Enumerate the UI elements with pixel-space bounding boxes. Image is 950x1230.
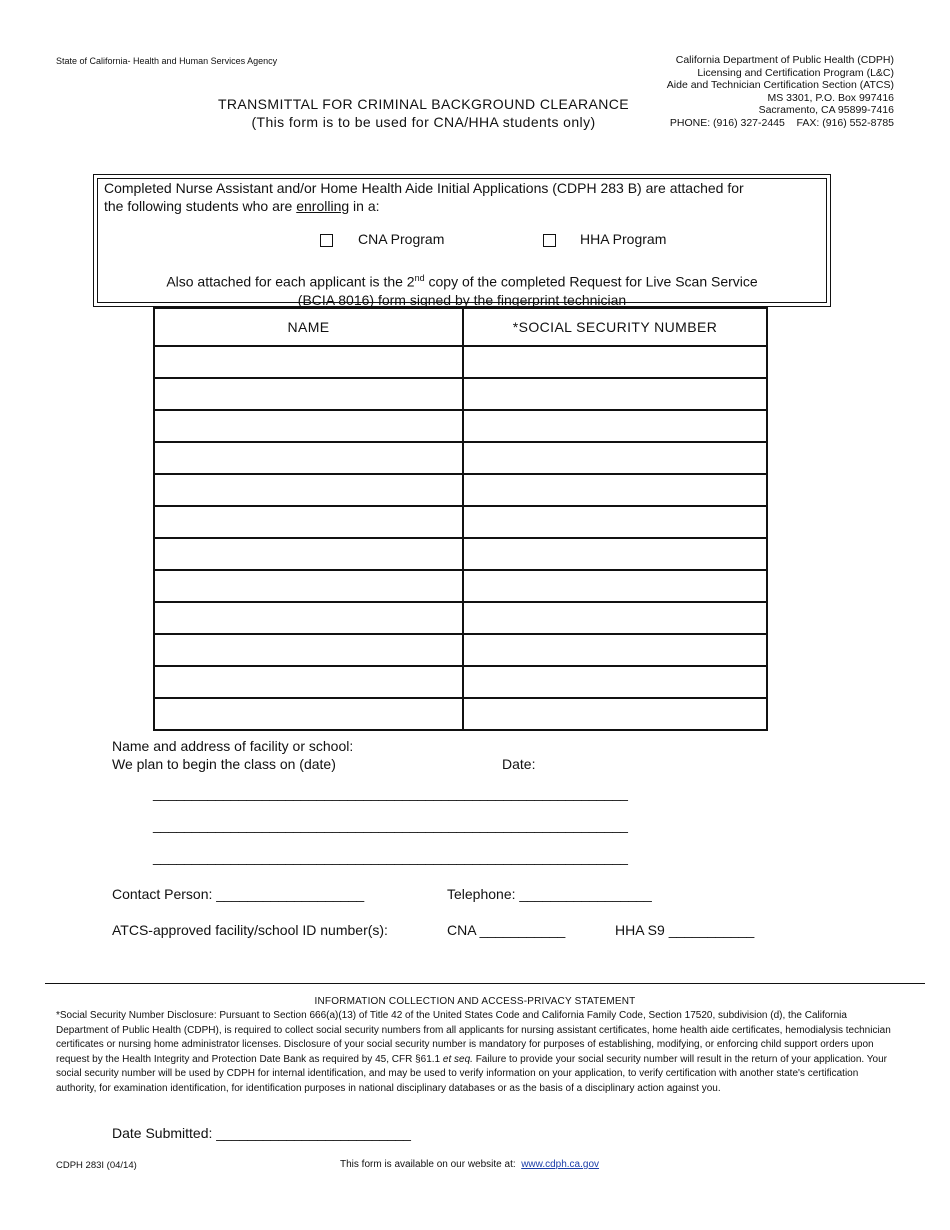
privacy-text-em: et seq. (442, 1053, 473, 1065)
intro-text (104, 179, 824, 215)
facility-id-label: ATCS-approved facility/school ID number(s): (112, 922, 388, 938)
enrollment-box (93, 174, 831, 307)
table-row (154, 346, 767, 378)
table-row (154, 506, 767, 538)
ssn-cell[interactable] (463, 474, 767, 506)
form-title-block (196, 95, 651, 131)
facility-address-line-2[interactable]: _____________________________________________________________ (153, 817, 628, 833)
intro-line-2-post: in a: (349, 198, 380, 214)
hha-program-checkbox[interactable] (543, 234, 556, 247)
name-cell[interactable] (154, 538, 463, 570)
name-column-header: NAME (154, 308, 463, 346)
facility-address-line-3[interactable]: _____________________________________________________________ (153, 849, 628, 865)
name-cell[interactable] (154, 634, 463, 666)
form-title: TRANSMITTAL FOR CRIMINAL BACKGROUND CLEARANCE (217, 96, 630, 112)
table-row (154, 474, 767, 506)
ssn-cell[interactable] (463, 666, 767, 698)
table-row (154, 538, 767, 570)
website-note (340, 1159, 599, 1170)
enrolling-underlined: enrolling (296, 198, 350, 214)
ssn-cell[interactable] (463, 346, 767, 378)
class-date-label: Date: (502, 756, 536, 772)
name-cell[interactable] (154, 506, 463, 538)
dept-line: Aide and Technician Certification Section (ATCS) (666, 79, 894, 91)
hha-program-label: HHA Program (580, 231, 667, 247)
ssn-cell[interactable] (463, 378, 767, 410)
facility-address-line-1[interactable]: _____________________________________________________________ (153, 785, 628, 801)
name-cell[interactable] (154, 474, 463, 506)
intro-line-1: Completed Nurse Assistant and/or Home Health Aide Initial Applications (CDPH 283 B) are attached for (104, 180, 744, 196)
table-row (154, 698, 767, 730)
date-submitted-field[interactable]: Date Submitted: _________________________ (112, 1125, 411, 1141)
telephone-field[interactable]: Telephone: _________________ (447, 886, 652, 902)
attachment-sup: nd (414, 273, 425, 283)
ssn-cell[interactable] (463, 442, 767, 474)
hha-id-field[interactable]: HHA S9 ___________ (615, 922, 755, 938)
ssn-cell[interactable] (463, 602, 767, 634)
cna-id-field[interactable]: CNA ___________ (447, 922, 566, 938)
attachment-line-2: (BCIA 8016) form signed by the fingerprint technician (297, 291, 627, 308)
dept-line: California Department of Public Health (CDPH) (675, 54, 894, 66)
name-cell[interactable] (154, 698, 463, 730)
table-header-row (154, 308, 767, 346)
privacy-statement-title: INFORMATION COLLECTION AND ACCESS-PRIVACY STATEMENT (314, 996, 636, 1007)
privacy-text-post: Failure to provide your social security number will result in the return of your application. Your social security number will be used by CDPH for internal identification, and may be used to verify information on your application, to verify certification with another state's certification authority, for examination identification, for identification purposes in national disciplinary databases or as the basis of a disciplinary action against you. (56, 1053, 888, 1094)
name-cell[interactable] (154, 570, 463, 602)
name-cell[interactable] (154, 602, 463, 634)
form-subtitle: (This form is to be used for CNA/HHA students only) (251, 114, 596, 130)
table-row (154, 634, 767, 666)
ssn-cell[interactable] (463, 410, 767, 442)
section-divider (45, 983, 925, 984)
dept-line: MS 3301, P.O. Box 997416 (767, 91, 894, 104)
ssn-cell[interactable] (463, 634, 767, 666)
student-roster-table (153, 307, 768, 731)
ssn-cell[interactable] (463, 570, 767, 602)
enrollment-box-inner (97, 178, 827, 308)
table-row (154, 570, 767, 602)
program-checkboxes (98, 231, 826, 251)
attachment-post: copy of the completed Request for Live Scan Service (424, 273, 758, 290)
table-row (154, 378, 767, 410)
table-row (154, 602, 767, 634)
contact-person-field[interactable]: Contact Person: ___________________ (112, 886, 365, 902)
name-cell[interactable] (154, 378, 463, 410)
ssn-cell[interactable] (463, 506, 767, 538)
ssn-cell[interactable] (463, 698, 767, 730)
attachment-note (98, 269, 826, 309)
name-cell[interactable] (154, 346, 463, 378)
table-row (154, 410, 767, 442)
ssn-column-header: *SOCIAL SECURITY NUMBER (463, 308, 767, 346)
dept-phone-fax: PHONE: (916) 327-2445 FAX: (916) 552-8785 (669, 116, 894, 129)
class-begin-label: We plan to begin the class on (date) (112, 756, 336, 772)
name-cell[interactable] (154, 410, 463, 442)
table-row (154, 666, 767, 698)
dept-line: Licensing and Certification Program (L&C) (697, 66, 894, 79)
name-cell[interactable] (154, 666, 463, 698)
facility-name-address-label: Name and address of facility or school: (112, 738, 354, 754)
cna-program-label: CNA Program (358, 231, 445, 247)
form-id: CDPH 283I (04/14) (56, 1160, 137, 1171)
table-row (154, 442, 767, 474)
intro-line-2-pre: the following students who are (104, 198, 297, 214)
agency-name: State of California- Health and Human Services Agency (56, 56, 278, 66)
privacy-statement-text (56, 1009, 901, 1097)
privacy-text-pre: *Social Security Number Disclosure: Pursuant to Section 666(a)(13) of Title 42 of the United States Code and California Family Code, Section 17520, subdivision (d), the California Department of Public Health (CDPH), is required to collect social security numbers from all applicants for nursing assistant certificates, home health aide certificates, hemodialysis technician certificates or nursing home administrator licenses. Disclosure of your social security number is mandatory for purposes of establishing, modifying, or enforcing child support orders upon request by the Health Integrity and Protection Date Bank as required by 45, CFR §61.1 (56, 1010, 891, 1065)
website-note-text: This form is available on our website at: (340, 1159, 522, 1170)
attachment-line-1 (98, 269, 826, 291)
ssn-cell[interactable] (463, 538, 767, 570)
cna-program-checkbox[interactable] (320, 234, 333, 247)
name-cell[interactable] (154, 442, 463, 474)
intro-line-2 (104, 197, 824, 215)
attachment-pre: Also attached for each applicant is the 2 (166, 273, 415, 290)
website-link[interactable]: www.cdph.ca.gov (521, 1159, 600, 1170)
dept-line: Sacramento, CA 95899-7416 (758, 104, 894, 116)
